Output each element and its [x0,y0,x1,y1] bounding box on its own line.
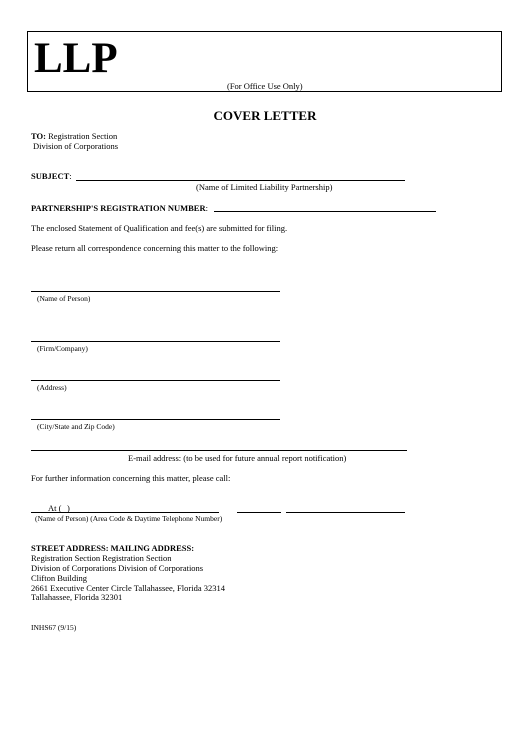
page-title: COVER LETTER [213,108,317,123]
subject-label: SUBJECT [31,171,70,181]
firm-caption: (Firm/Company) [37,344,88,353]
return-correspondence-text: Please return all correspondence concerning this matter to the following: [31,243,279,253]
call-extra-line-2[interactable] [286,512,405,513]
call-person-phone-line[interactable] [31,512,219,513]
address-heading: STREET ADDRESS: MAILING ADDRESS: [31,543,195,553]
city-state-zip-line[interactable] [31,419,280,420]
address-line-4: 2661 Executive Center Circle Tallahassee, Florida 32314 [31,583,225,593]
call-at-label: At ( [48,503,62,513]
address-line-3: Clifton Building [31,573,87,583]
firm-line[interactable] [31,341,280,342]
subject-colon: : [69,171,72,181]
email-caption: E-mail address: (to be used for future annual report notification) [128,453,347,463]
form-id: INHS67 (9/15) [31,623,77,632]
subject-input-line[interactable] [76,180,405,181]
address-line[interactable] [31,380,280,381]
registration-colon: : [205,203,208,213]
address-line-2: Division of Corporations Division of Corporations [31,563,204,573]
to-block [31,131,117,141]
person-name-caption: (Name of Person) [37,294,91,303]
further-info-text: For further information concerning this matter, please call: [31,473,231,483]
enclosed-statement-text: The enclosed Statement of Qualification and fee(s) are submitted for filing. [31,223,288,233]
to-line1: Registration Section [48,131,118,141]
office-use-box [27,31,502,92]
call-extra-line-1[interactable] [237,512,281,513]
registration-label: PARTNERSHIP'S REGISTRATION NUMBER [31,203,206,213]
email-line[interactable] [31,450,407,451]
subject-row [31,171,72,181]
address-caption: (Address) [37,383,67,392]
to-label: TO: [31,131,46,141]
office-use-label: (For Office Use Only) [227,81,303,91]
registration-row [31,203,208,213]
address-line-5: Tallahassee, Florida 32301 [31,592,123,602]
registration-number-line[interactable] [214,211,436,212]
subject-caption: (Name of Limited Liability Partnership) [196,182,333,192]
to-line2: Division of Corporations [33,141,118,151]
address-line-1: Registration Section Registration Section [31,553,172,563]
llp-logo: LLP [34,35,118,82]
call-paren: ) [67,503,70,513]
call-caption: (Name of Person) (Area Code & Daytime Telephone Number) [35,514,223,523]
city-state-zip-caption: (City/State and Zip Code) [37,422,115,431]
person-name-line[interactable] [31,291,280,292]
